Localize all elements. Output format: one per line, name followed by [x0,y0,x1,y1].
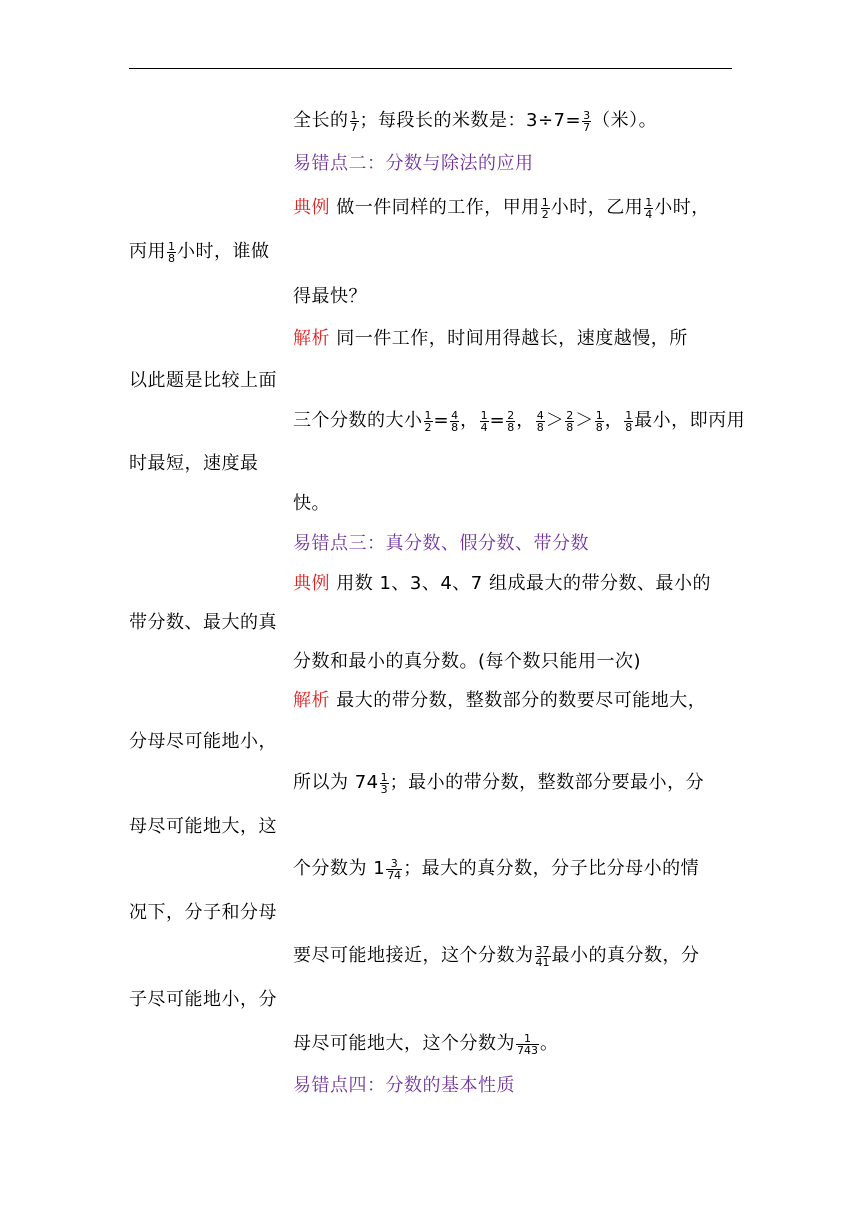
fraction [541,197,550,220]
denominator: 8 [595,420,603,434]
header-rule [129,68,732,69]
text-run: 用数 1、3、4、7 组成最大的带分数、最小的 [330,573,711,594]
example-tag: 典例 [293,197,330,218]
denominator: 2 [424,420,432,434]
fraction [565,410,574,433]
numerator: 1 [168,239,175,253]
section-heading: 易错点四：分数的基本性质 [293,1075,515,1096]
text-line [293,855,699,883]
text-line: 分母尽可能地小， [129,731,277,752]
fraction [167,241,176,264]
text-run: 同一件工作，时间用得越长，速度越慢，所 [330,328,688,349]
text-run: 母尽可能地大，这个分数为 [293,1033,515,1054]
fraction [380,772,389,795]
text-run: 最小，即丙用 [634,410,746,431]
text-run: 三个分数的大小 [293,410,423,431]
text-run: 小时，谁做 [177,241,270,262]
fraction [480,410,489,433]
fraction [582,110,591,133]
text-run: ， [604,410,624,431]
text-line: 带分数、最大的真 [129,612,277,633]
fraction [506,410,515,433]
text-line [129,238,270,266]
fraction [644,197,653,220]
numerator: 4 [451,408,459,422]
text-run: = [489,410,506,431]
fraction [535,945,551,968]
fraction [595,410,604,433]
numerator: 1 [625,408,633,422]
numerator: 3 [386,858,402,870]
fraction [386,858,402,881]
denominator: 7 [583,120,591,134]
text-run: = [433,410,450,431]
fraction [536,410,545,433]
fraction [450,410,459,433]
text-line: 分数和最小的真分数。(每个数只能用一次) [293,651,642,672]
numerator: 2 [507,408,515,422]
denominator: 4 [645,207,653,221]
numerator: 1 [380,770,388,784]
analysis-tag: 解析 [293,690,330,711]
denominator: 4 [480,420,488,434]
text-run: 最小的真分数，分 [551,945,700,966]
text-run: ， [516,410,535,431]
text-line: 时最短，速度最 [129,453,259,474]
text-line [293,769,704,797]
numerator: 1 [516,1033,539,1045]
numerator: 1 [350,108,358,122]
numerator: 1 [645,195,653,209]
text-run: ＞ [545,410,565,431]
text-run: ；最小的带分数，整数部分要最小，分 [389,772,705,793]
numerator: 4 [536,408,544,422]
section-heading: 易错点三：真分数、假分数、带分数 [293,533,589,554]
text-run: 要尽可能地接近，这个分数为 [293,945,534,966]
text-line [293,325,688,353]
text-run: 所以为 74 [293,772,379,793]
text-line: 母尽可能地大，这 [129,816,277,837]
analysis-tag: 解析 [293,328,330,349]
denominator: 8 [451,420,459,434]
text-line [293,407,745,435]
denominator: 41 [535,955,550,969]
text-run: （米）。 [592,110,658,131]
denominator: 7 [350,120,358,134]
numerator: 1 [424,408,432,422]
denominator: 8 [168,251,175,265]
text-run: ＞ [575,410,594,431]
text-line: 得最快？ [293,286,367,307]
numerator: 37 [535,943,550,957]
numerator: 2 [566,408,574,422]
text-line [293,942,700,970]
numerator: 1 [595,408,603,422]
fraction [516,1033,539,1056]
text-run: 全长的 [293,110,349,131]
section-heading: 易错点二：分数与除法的应用 [293,153,534,174]
denominator: 8 [507,420,515,434]
denominator: 8 [625,420,633,434]
denominator: 743 [517,1043,538,1057]
denominator: 74 [387,868,402,882]
text-line [293,570,711,598]
fraction [350,110,359,133]
text-run: ；每段长的米数是：3÷7= [359,110,582,131]
text-line [293,1030,559,1058]
fraction [624,410,633,433]
text-run: ， [460,410,479,431]
text-line: 子尽可能地小，分 [129,989,277,1010]
text-run: 最大的带分数，整数部分的数要尽可能地大， [330,690,707,711]
text-line: 以此题是比较上面 [129,370,277,391]
text-line [293,107,657,135]
text-run: 丙用 [129,241,166,262]
denominator: 8 [536,420,544,434]
numerator: 1 [541,195,549,209]
example-tag: 典例 [293,573,330,594]
denominator: 2 [541,207,549,221]
text-line [293,687,706,715]
text-line: 况下，分子和分母 [129,902,277,923]
text-line: 快。 [293,493,330,514]
text-run: 。 [540,1033,559,1054]
denominator: 8 [566,420,574,434]
numerator: 3 [583,108,591,122]
denominator: 3 [380,782,388,796]
text-run: 做一件同样的工作，甲用 [330,197,540,218]
text-line [293,194,710,222]
text-run: 小时， [654,197,710,218]
numerator: 1 [480,408,488,422]
text-run: 小时，乙用 [550,197,644,218]
text-run: ；最大的真分数，分子比分母小的情 [403,858,700,879]
text-run: 个分数为 1 [293,858,386,879]
fraction [424,410,433,433]
